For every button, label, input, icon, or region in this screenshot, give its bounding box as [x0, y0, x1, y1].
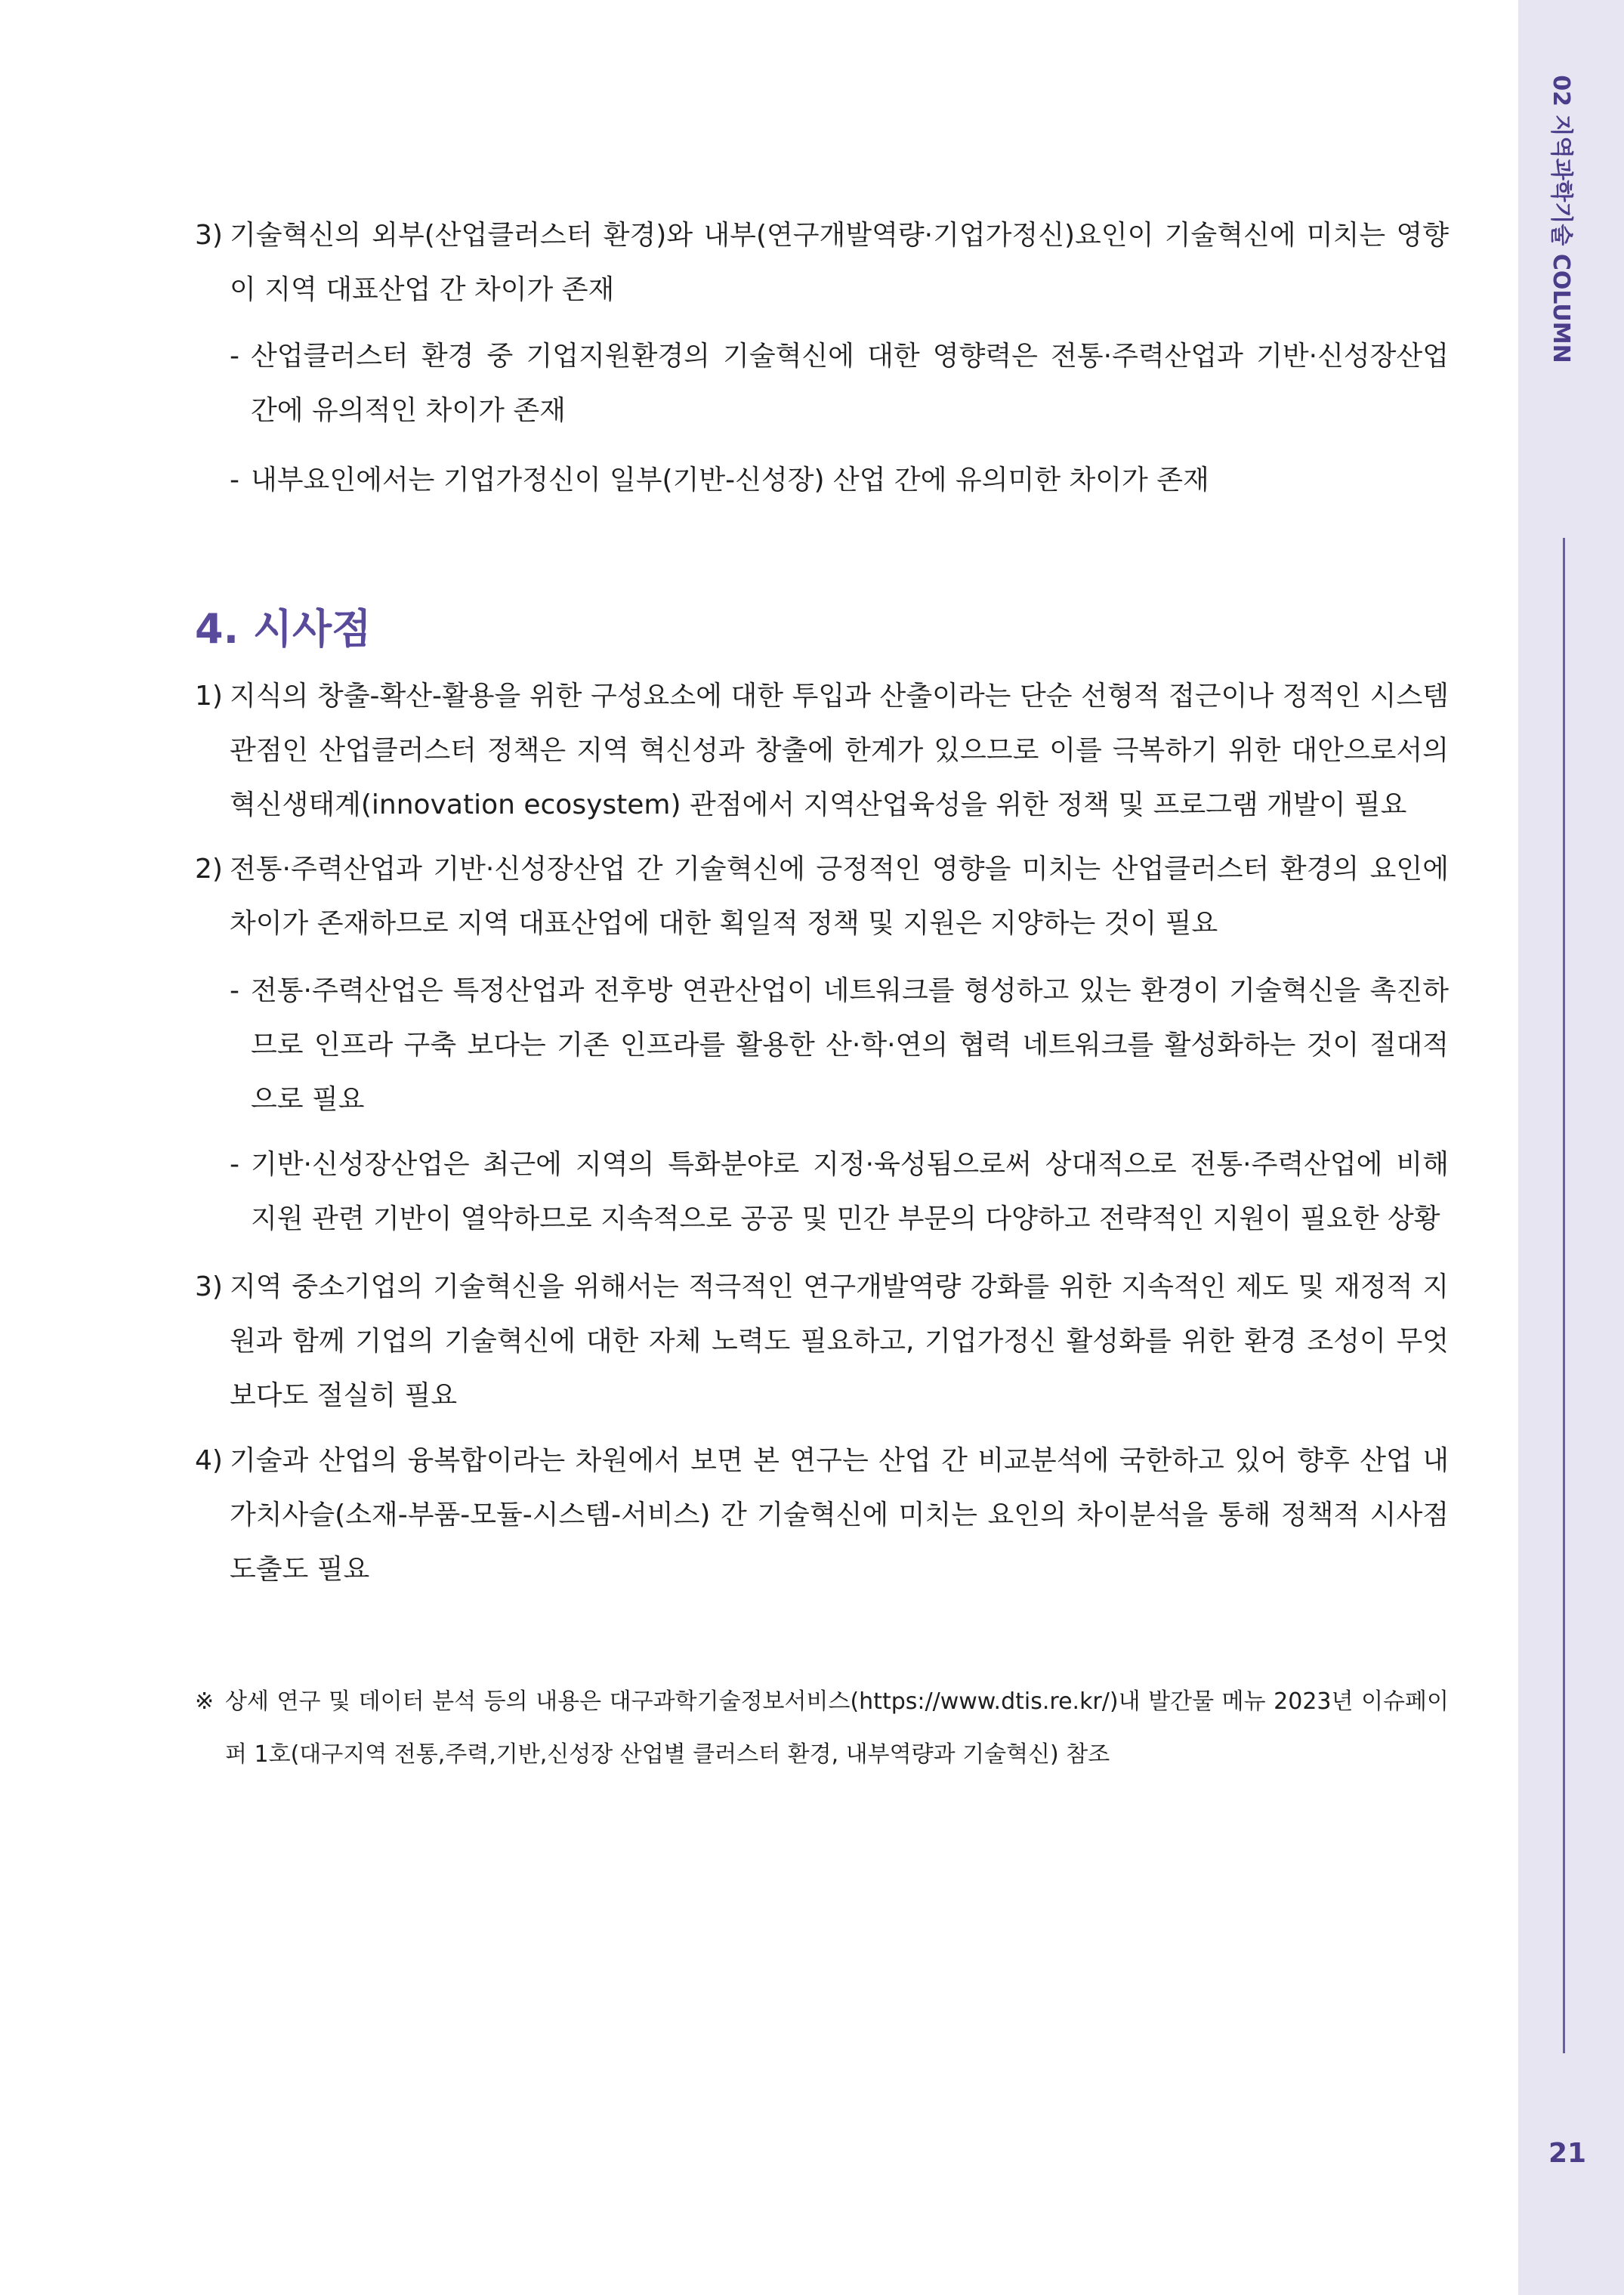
- footnote: [195, 1676, 1449, 1781]
- item-text: 지식의 창출-확산-활용을 위한 구성요소에 대한 투입과 산출이라는 단순 선형적 접근이나 정적인 시스템 관점인 산업클러스터 정책은 지역 혁신성과 창출에 한계가 있으므로 이를 극복하기 위한 대안으로서의 혁신생태계(innovation ecosystem) 관점에서 지역산업육성을 위한 정책 및 프로그램 개발이 필요: [230, 681, 1449, 820]
- dash-marker: -: [230, 975, 239, 1006]
- item-text: 지역 중소기업의 기술혁신을 위해서는 적극적인 연구개발역량 강화를 위한 지속적인 제도 및 재정적 지원과 함께 기업의 기술혁신에 대한 자체 노력도 필요하고, 기업가정신 활성화를 위한 환경 조성이 무엇보다도 절실히 필요: [230, 1271, 1449, 1411]
- sub-item-prev-3-2: [195, 453, 1449, 508]
- reference-mark: ※: [195, 1688, 215, 1715]
- item-number: 3): [195, 1271, 223, 1302]
- list-item-3: [195, 1260, 1449, 1423]
- list-item-1: [195, 669, 1449, 832]
- sub-item-2-1: [195, 964, 1449, 1127]
- sidebar-divider: [1563, 538, 1565, 2053]
- sub-item-prev-3-1: [195, 329, 1449, 438]
- section-heading: 4. 시사점: [195, 605, 372, 653]
- sub-item-text: 전통·주력산업은 특정산업과 전후방 연관산업이 네트워크를 형성하고 있는 환경이 기술혁신을 촉진하므로 인프라 구축 보다는 기존 인프라를 활용한 산·학·연의 협력 네트워크를 활성화하는 것이 절대적으로 필요: [251, 975, 1449, 1115]
- item-text: 기술혁신의 외부(산업클러스터 환경)와 내부(연구개발역량·기업가정신)요인이 기술혁신에 미치는 영향이 지역 대표산업 간 차이가 존재: [230, 220, 1449, 305]
- item-number: 2): [195, 854, 223, 885]
- item-number: 4): [195, 1445, 223, 1476]
- list-item-2: [195, 842, 1449, 951]
- item-number: 3): [195, 220, 223, 251]
- footnote-text: 상세 연구 및 데이터 분석 등의 내용은 대구과학기술정보서비스(https://www.dtis.re.kr/)내 발간물 메뉴 2023년 이슈페이퍼 1호(대구지역 전통,주력,기반,신성장 산업별 클러스터 환경, 내부역량과 기술혁신) 참조: [225, 1688, 1449, 1768]
- page-number: 21: [1548, 2138, 1587, 2169]
- dash-marker: -: [230, 341, 239, 372]
- dash-marker: -: [230, 465, 239, 496]
- item-text: 전통·주력산업과 기반·신성장산업 간 기술혁신에 긍정적인 영향을 미치는 산업클러스터 환경의 요인에 차이가 존재하므로 지역 대표산업에 대한 획일적 정책 및 지원은 지양하는 것이 필요: [230, 854, 1449, 939]
- section-title-text: 02 지역과학기술 COLUMN: [1548, 75, 1574, 363]
- sub-item-2-2: [195, 1138, 1449, 1246]
- sub-item-text: 산업클러스터 환경 중 기업지원환경의 기술혁신에 대한 영향력은 전통·주력산업과 기반·신성장산업 간에 유의적인 차이가 존재: [251, 341, 1449, 426]
- list-item-4: [195, 1434, 1449, 1597]
- item-text: 기술과 산업의 융복합이라는 차원에서 보면 본 연구는 산업 간 비교분석에 국한하고 있어 향후 산업 내 가치사슬(소재-부품-모듈-시스템-서비스) 간 기술혁신에 미치는 요인의 차이분석을 통해 정책적 시사점 도출도 필요: [230, 1445, 1449, 1585]
- sub-item-text: 내부요인에서는 기업가정신이 일부(기반-신성장) 산업 간에 유의미한 차이가 존재: [251, 465, 1209, 496]
- list-item-prev-3: [195, 208, 1449, 317]
- item-number: 1): [195, 681, 223, 712]
- sub-item-text: 기반·신성장산업은 최근에 지역의 특화분야로 지정·육성됨으로써 상대적으로 전통·주력산업에 비해 지원 관련 기반이 열악하므로 지속적으로 공공 및 민간 부문의 다양하고 전략적인 지원이 필요한 상황: [251, 1149, 1449, 1234]
- dash-marker: -: [230, 1149, 239, 1180]
